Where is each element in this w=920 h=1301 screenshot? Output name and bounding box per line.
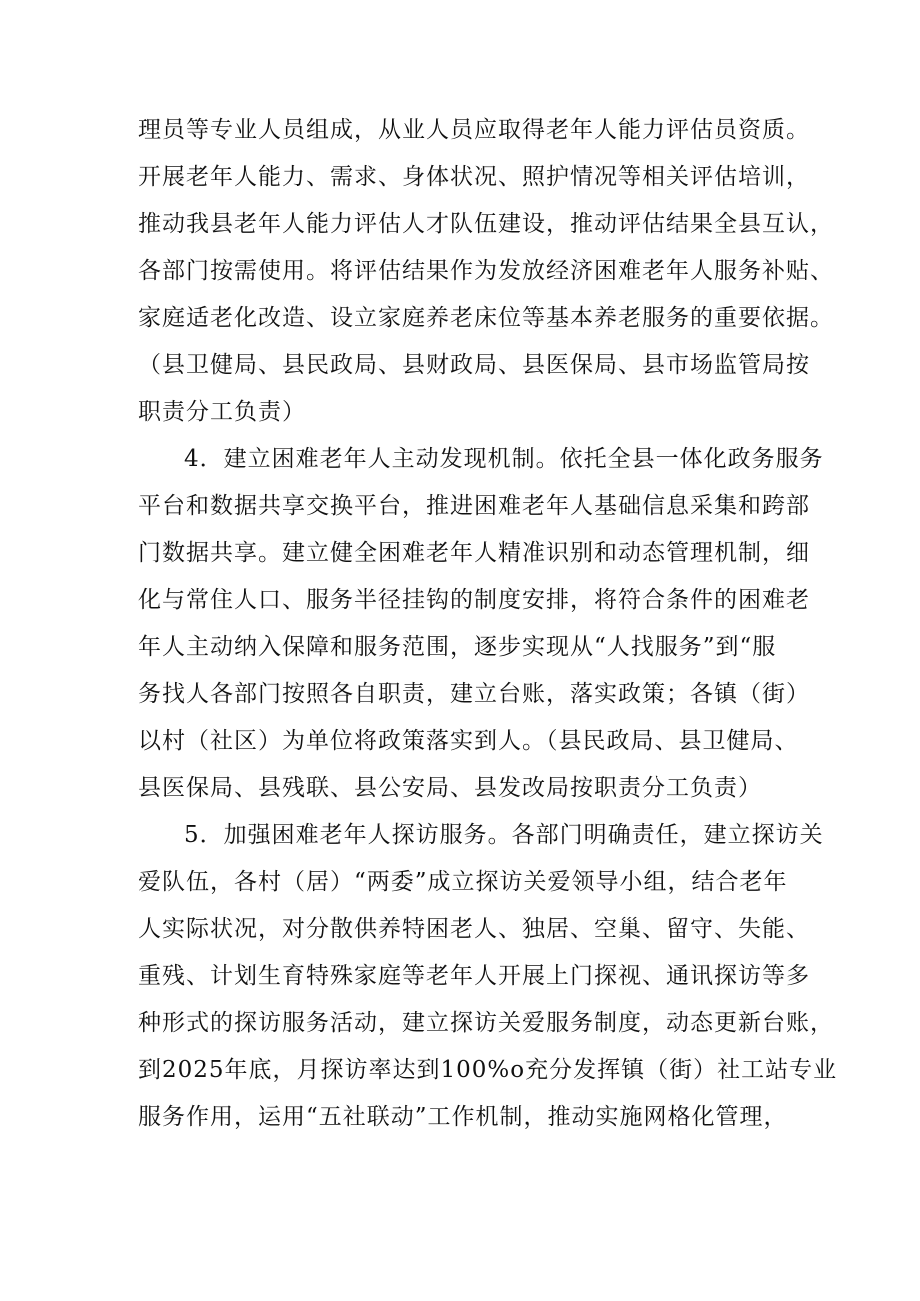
document-body [138,107,838,1141]
text-line-18: 人实际状况，对分散供养特困老人、独居、空巢、留守、失能、 [138,916,810,942]
text-line-6: （县卫健局、县民政局、县财政局、县医保局、县市场监管局按 [138,352,810,378]
text-line-9: 平台和数据共享交换平台，推进困难老年人基础信息采集和跨部 [138,493,810,519]
text-line-20: 种形式的探访服务活动，建立探访关爱服务制度，动态更新台账， [138,1010,834,1036]
text-line-21: 到2025年底，月探访率达到100%o充分发挥镇（街）社工站专业 [138,1057,838,1083]
text-line-2: 开展老年人能力、需求、身体状况、照护情况等相关评估培训， [138,164,810,190]
text-line-15: 县医保局、县残联、县公安局、县发改局按职责分工负责） [138,775,762,801]
text-line-17: 爱队伍，各村（居）“两委”成立探访关爱领导小组，结合老年 [138,869,788,895]
text-line-19: 重残、计划生育特殊家庭等老年人开展上门探视、通讯探访等多 [138,963,810,989]
text-line-13: 务找人各部门按照各自职责，建立台账，落实政策；各镇（街） [138,681,810,707]
text-line-22: 服务作用，运用“五社联动”工作机制，推动实施网格化管理， [138,1104,788,1130]
text-line-4: 各部门按需使用。将评估结果作为发放经济困难老年人服务补贴、 [138,258,834,284]
text-line-14: 以村（社区）为单位将政策落实到人。（县民政局、县卫健局、 [138,728,799,754]
text-line-11: 化与常住人口、服务半径挂钩的制度安排，将符合条件的困难老 [138,587,810,613]
text-line-3: 推动我县老年人能力评估人才队伍建设，推动评估结果全县互认， [138,211,834,237]
text-line-12: 年人主动纳入保障和服务范围，逐步实现从“人找服务”到“服 [138,634,777,660]
text-line-10: 门数据共享。建立健全困难老年人精准识别和动态管理机制，细 [138,540,810,566]
section-4-heading-line: 4．建立困难老年人主动发现机制。依托全县一体化政务服务 [184,446,824,472]
text-line-1: 理员等专业人员组成，从业人员应取得老年人能力评估员资质。 [138,117,810,143]
section-5-heading-line: 5．加强困难老年人探访服务。各部门明确责任，建立探访关 [184,822,824,848]
text-line-7: 职责分工负责） [138,399,306,425]
text-line-5: 家庭适老化改造、设立家庭养老床位等基本养老服务的重要依据。 [138,305,834,331]
